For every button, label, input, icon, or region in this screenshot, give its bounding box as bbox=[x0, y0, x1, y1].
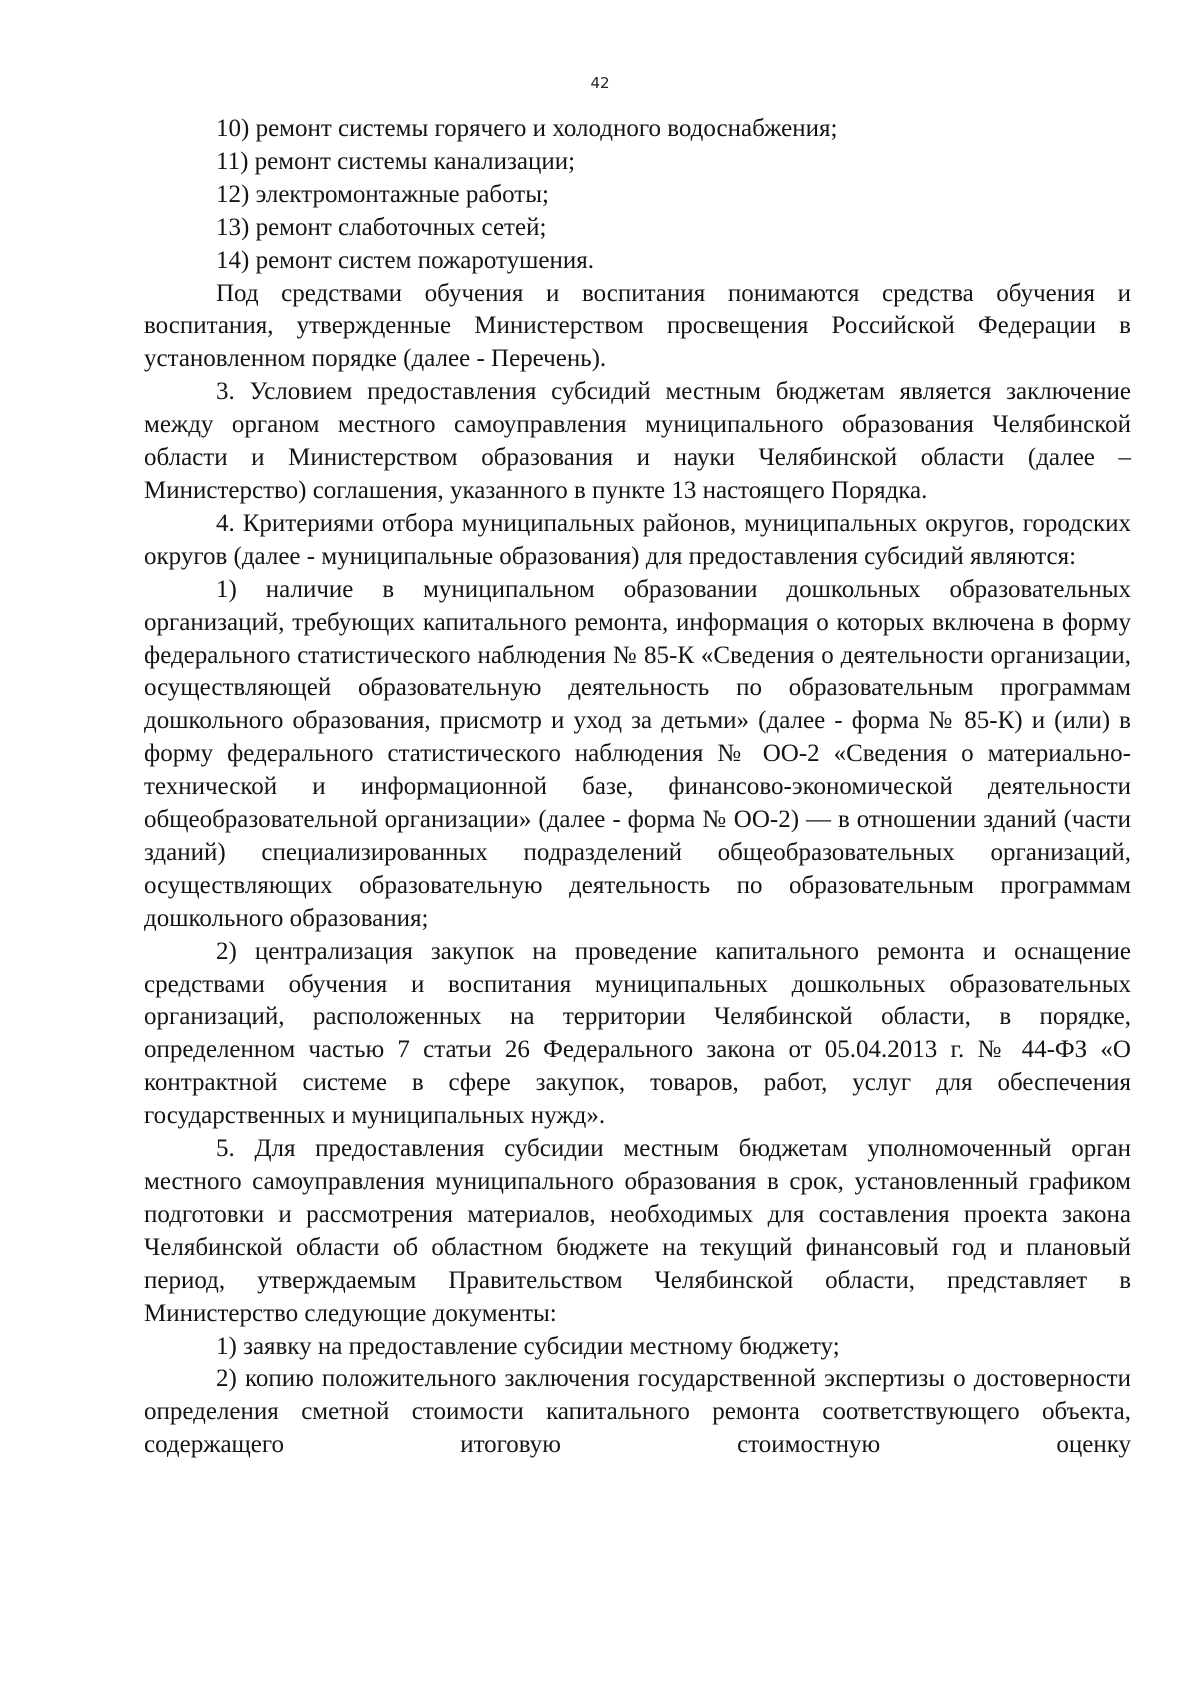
paragraph-criterion-2: 2) централизация закупок на проведение капитального ремонта и оснащение средствами обучения и воспитания муниципальных дошкольных образовательных организаций, расположенных на территории Челябинской области, в порядке, определенном частью 7 статьи 26 Федерального закона от 05.04.2013 г. № 44-ФЗ «О контрактной системе в сфере закупок, товаров, работ, услуг для обеспечения государственных и муниципальных нужд». bbox=[144, 937, 1131, 1130]
page-number: 42 bbox=[590, 74, 610, 92]
paragraph-item-12: 12) электромонтажные работы; bbox=[216, 180, 549, 208]
paragraph-item-11: 11) ремонт системы канализации; bbox=[216, 147, 576, 175]
paragraph-item-13: 13) ремонт слаботочных сетей; bbox=[216, 213, 547, 241]
paragraph-section-3: 3. Условием предоставления субсидий местным бюджетам является заключение между органом местного самоуправления муниципального образования Челябинской области и Министерством образования и науки Челябинской области (далее – Министерство) соглашения, указанного в пункте 13 настоящего Порядка. bbox=[144, 378, 1131, 504]
paragraph-item-10: 10) ремонт системы горячего и холодного водоснабжения; bbox=[216, 115, 838, 142]
paragraph-section-5: 5. Для предоставления субсидии местным бюджетам уполномоченный орган местного самоуправления муниципального образования в срок, установленный графиком подготовки и рассмотрения материалов, необходимых для составления проекта закона Челябинской области об областном бюджете на текущий финансовый год и плановый период, утверждаемым Правительством Челябинской области, представляет в Министерство следующие документы: bbox=[144, 1135, 1131, 1327]
paragraph-teaching-aids: Под средствами обучения и воспитания понимаются средства обучения и воспитания, утвержденные Министерством просвещения Российской Федерации в установленном порядке (далее - Перечень). bbox=[144, 279, 1131, 373]
paragraph-criterion-1: 1) наличие в муниципальном образовании дошкольных образовательных организаций, требующих капитального ремонта, информация о которых включена в форму федерального статистического наблюдения № 85-К «Сведения о деятельности организации, осуществляющей образовательную деятельность по образовательным программам дошкольного образования, присмотр и уход за детьми» (далее - форма № 85-К) и (или) в форму федерального статистического наблюдения № ОО-2 «Сведения о материально-технической и информационной базе, финансово-экономической деятельности общеобразовательной организации» (далее - форма № ОО-2) — в отношении зданий (части зданий) специализированных подразделений общеобразовательных организаций, осуществляющих образовательную деятельность по образовательным программам дошкольного образования; bbox=[144, 575, 1131, 932]
paragraph-section-4: 4. Критериями отбора муниципальных районов, муниципальных округов, городских округов (далее - муниципальные образования) для предоставления субсидий являются: bbox=[144, 509, 1131, 570]
document-body bbox=[144, 113, 1131, 1462]
paragraph-document-2: 2) копию положительного заключения государственной экспертизы о достоверности определения сметной стоимости капитального ремонта соответствующего объекта, содержащего итоговую стоимостную оценку bbox=[144, 1365, 1131, 1459]
paragraph-document-1: 1) заявку на предоставление субсидии местному бюджету; bbox=[216, 1332, 840, 1360]
paragraph-item-14: 14) ремонт систем пожаротушения. bbox=[216, 246, 594, 274]
